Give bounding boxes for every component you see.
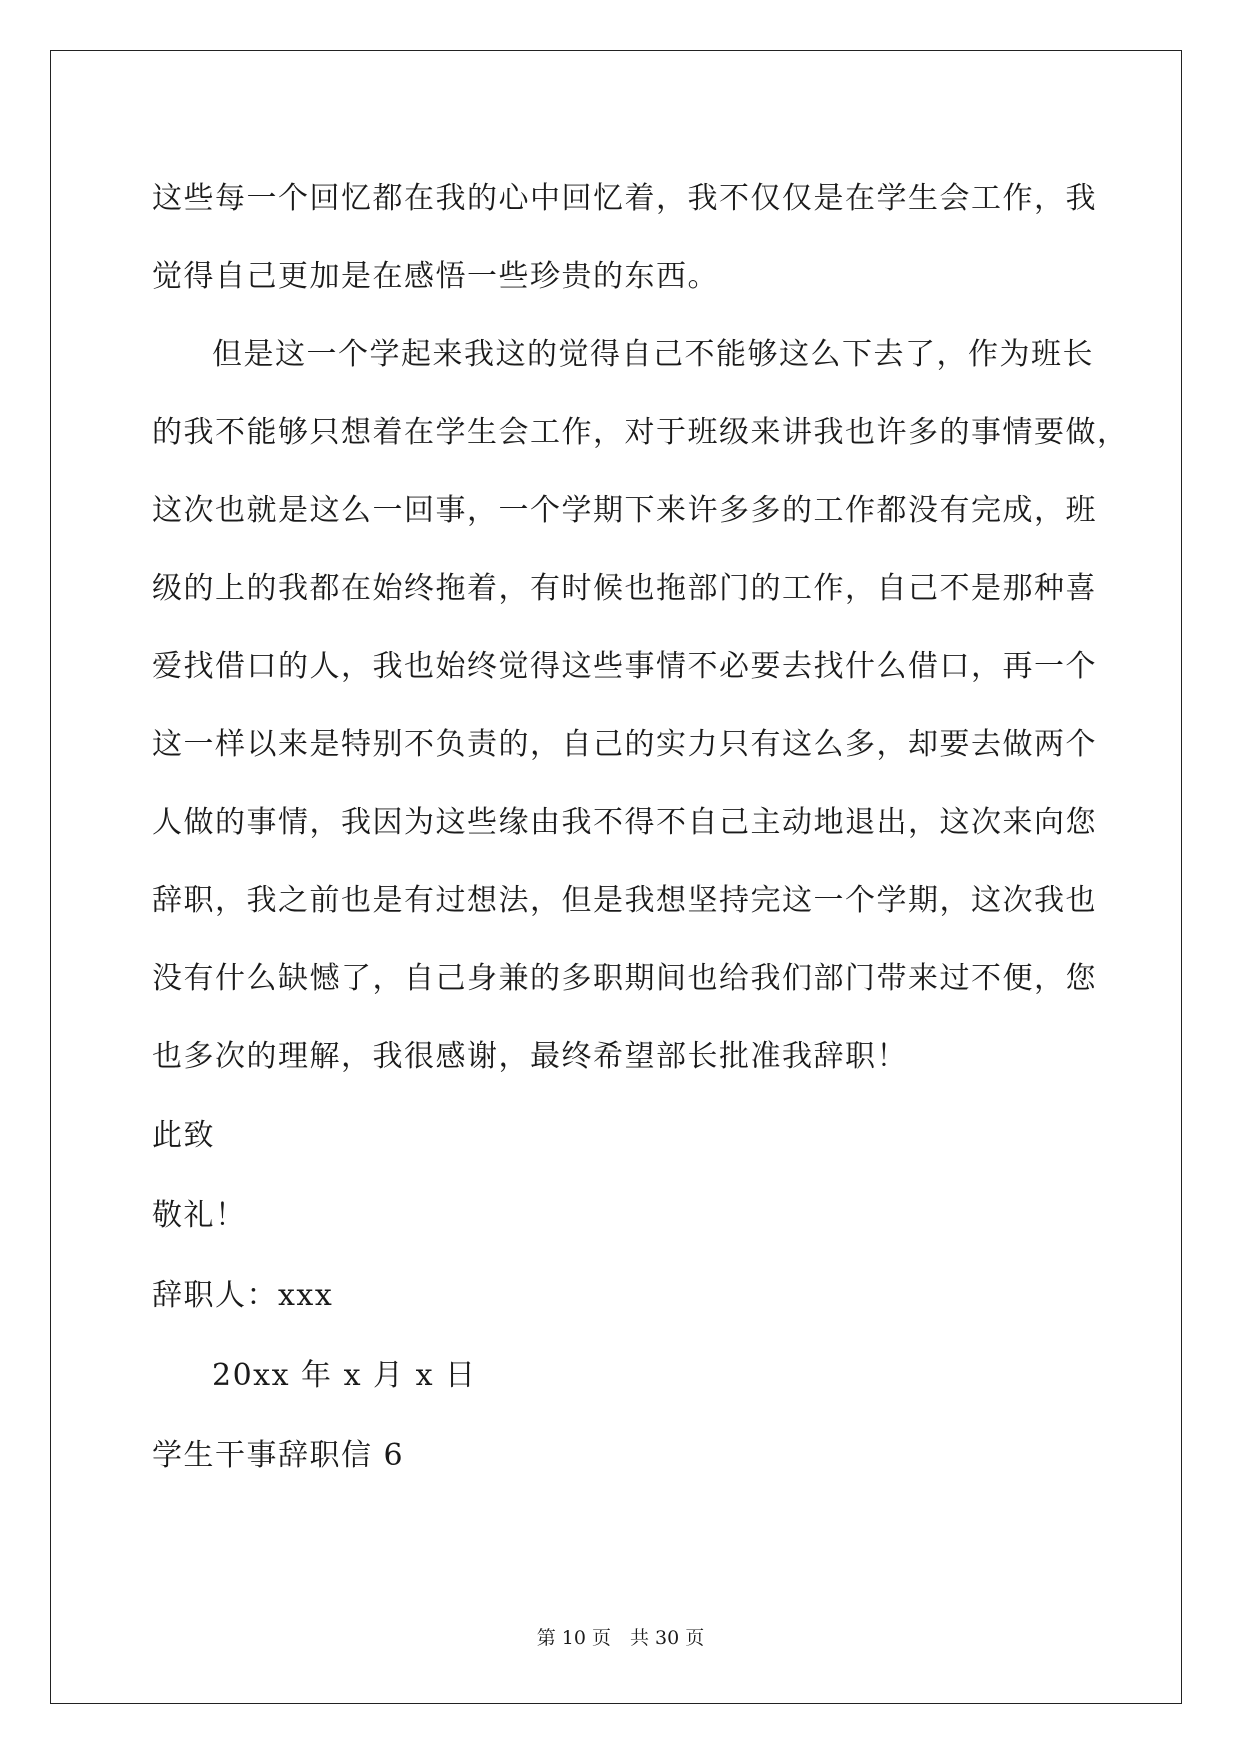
date: 20xx 年 x 月 x 日	[212, 1358, 477, 1393]
text-line: 这次也就是这么一回事，一个学期下来许多多的工作都没有完成，班	[152, 493, 1097, 528]
text-line: 的我不能够只想着在学生会工作，对于班级来讲我也许多的事情要做，	[152, 415, 1129, 450]
paragraph-2	[152, 316, 1129, 1096]
letter-body	[152, 160, 1129, 1496]
text-line: 级的上的我都在始终拖着，有时候也拖部门的工作，自己不是那种喜	[152, 571, 1097, 606]
text-line: 爱找借口的人，我也始终觉得这些事情不必要去找什么借口，再一个	[152, 649, 1097, 684]
text-line: 这些每一个回忆都在我的心中回忆着，我不仅仅是在学生会工作，我	[152, 181, 1097, 216]
next-letter-title: 学生干事辞职信 6	[152, 1438, 405, 1473]
page-number: 第 10 页 共 30 页	[536, 1627, 705, 1649]
paragraph-1	[152, 160, 1097, 316]
text-line: 也多次的理解，我很感谢，最终希望部长批准我辞职！	[152, 1039, 908, 1074]
signature: 辞职人：xxx	[152, 1278, 334, 1313]
text-line: 但是这一个学起来我这的觉得自己不能够这么下去了，作为班长	[212, 337, 1094, 372]
text-line: 觉得自己更加是在感悟一些珍贵的东西。	[152, 259, 719, 294]
text-line: 辞职，我之前也是有过想法，但是我想坚持完这一个学期，这次我也	[152, 883, 1097, 918]
text-line: 人做的事情，我因为这些缘由我不得不自己主动地退出，这次来向您	[152, 805, 1097, 840]
regards: 敬礼！	[152, 1198, 247, 1233]
salutation: 此致	[152, 1118, 215, 1153]
text-line: 没有什么缺憾了，自己身兼的多职期间也给我们部门带来过不便，您	[152, 961, 1097, 996]
text-line: 这一样以来是特别不负责的，自己的实力只有这么多，却要去做两个	[152, 727, 1097, 762]
